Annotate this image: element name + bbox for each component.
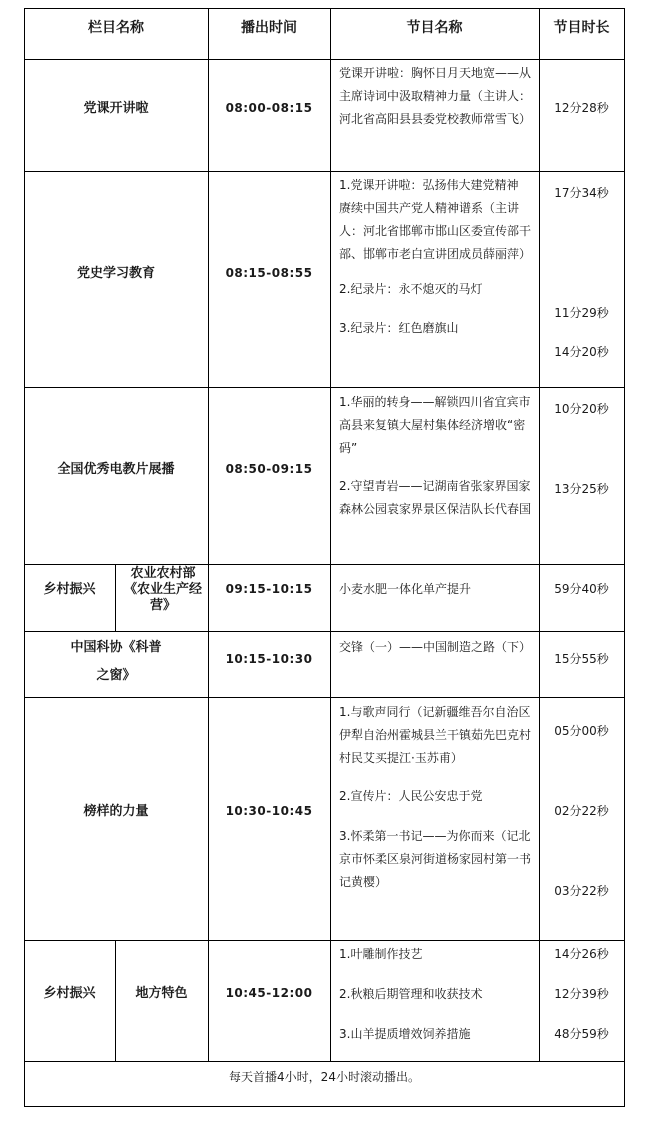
program-item: 1.华丽的转身——解锁四川省宜宾市高县来复镇大屋村集体经济增收“密码” — [339, 395, 531, 455]
time-cell: 08:15-08:55 — [225, 266, 313, 280]
program-item: 3.怀柔第一书记——为你而来（记北京市怀柔区泉河街道杨家园村第一书记黄樱） — [339, 829, 532, 889]
category-cell: 党课开讲啦 — [83, 101, 149, 116]
time-cell: 08:00-08:15 — [225, 101, 313, 115]
duration-cell: 02分22秒 — [554, 804, 609, 818]
category-cell: 乡村振兴 — [43, 986, 96, 1001]
duration-cell: 12分28秒 — [554, 101, 609, 115]
category-cell: 中国科协《科普之窗》 — [70, 640, 162, 683]
duration-cell: 11分29秒 — [554, 306, 609, 320]
header-column: 栏目名称 — [88, 20, 144, 36]
header-duration: 节目时长 — [553, 20, 610, 36]
program-cell — [339, 391, 534, 521]
program-cell — [339, 636, 534, 659]
duration-cell: 59分40秒 — [554, 582, 609, 596]
category-cell: 党史学习教育 — [76, 266, 155, 281]
program-cell — [339, 701, 534, 894]
duration-cell: 03分22秒 — [554, 884, 609, 898]
program-item: 2.纪录片：永不熄灭的马灯 — [339, 282, 483, 296]
program-item: 1.党课开讲啦：弘扬伟大建党精神 赓续中国共产党人精神谱系（主讲人：河北省邯郸市邯山区委宣传部干部、邯郸市老白宣讲团成员薛丽萍） — [339, 178, 532, 261]
program-cell — [339, 62, 534, 131]
category-cell: 榜样的力量 — [83, 804, 149, 819]
duration-cell: 12分39秒 — [554, 987, 609, 1001]
subcategory-cell: 地方特色 — [135, 986, 188, 1001]
duration-cell: 05分00秒 — [554, 724, 609, 738]
time-cell: 09:15-10:15 — [225, 582, 313, 596]
subcategory-cell: 农业农村部《农业生产经营》 — [124, 566, 203, 613]
program-item: 党课开讲啦：胸怀日月天地宽——从主席诗词中汲取精神力量（主讲人：河北省高阳县县委党校教师常雪飞） — [339, 66, 532, 126]
program-item: 3.山羊提质增效饲养措施 — [339, 1027, 471, 1041]
duration-cell: 10分20秒 — [554, 402, 609, 416]
program-item: 3.纪录片：红色磨旗山 — [339, 321, 459, 335]
program-item: 1.与歌声同行（记新疆维吾尔自治区伊犁自治州霍城县兰干镇茹先巴克村村民艾买提江·玉苏甫） — [339, 705, 532, 765]
duration-cell: 15分55秒 — [554, 652, 609, 666]
time-cell: 10:30-10:45 — [225, 804, 313, 818]
duration-cell: 14分20秒 — [554, 345, 609, 359]
header-time: 播出时间 — [241, 20, 297, 36]
program-item: 2.守望青岩——记湖南省张家界国家森林公园袁家界景区保洁队长代春国 — [339, 479, 532, 516]
category-cell: 全国优秀电教片展播 — [57, 462, 175, 477]
time-cell: 10:15-10:30 — [225, 652, 313, 666]
duration-cell: 13分25秒 — [554, 482, 609, 496]
time-cell: 10:45-12:00 — [225, 986, 313, 1000]
program-item: 2.宣传片：人民公安忠于党 — [339, 789, 483, 803]
duration-cell: 48分59秒 — [554, 1027, 609, 1041]
time-cell: 08:50-09:15 — [225, 462, 313, 476]
program-item: 1.叶雕制作技艺 — [339, 947, 423, 961]
program-cell — [339, 943, 534, 1046]
program-cell — [339, 578, 534, 601]
footer-note: 每天首播4小时，24小时滚动播出。 — [229, 1070, 420, 1084]
program-cell — [339, 174, 534, 340]
header-program: 节目名称 — [406, 20, 463, 36]
duration-cell: 17分34秒 — [554, 186, 609, 200]
category-cell: 乡村振兴 — [43, 582, 96, 597]
program-item: 交锋（一）——中国制造之路（下） — [339, 640, 532, 654]
program-item: 小麦水肥一体化单产提升 — [339, 582, 472, 596]
duration-cell: 14分26秒 — [554, 947, 609, 961]
program-item: 2.秋粮后期管理和收获技术 — [339, 987, 483, 1001]
